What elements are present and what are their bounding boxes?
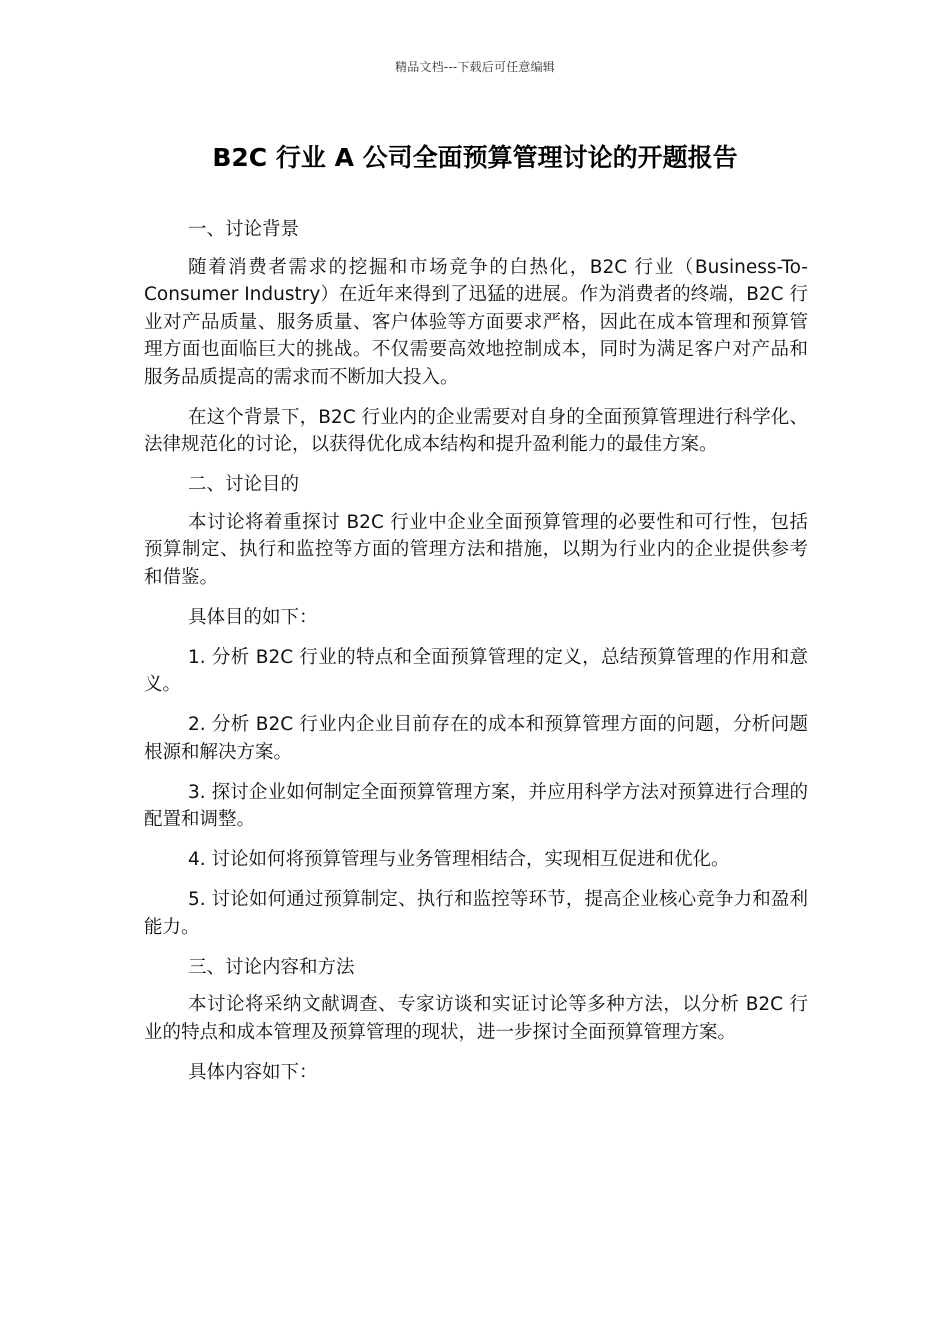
paragraph-methods-1: 本讨论将采纳文献调查、专家访谈和实证讨论等多种方法，以分析 B2C 行业的特点和成本管理及预算管理的现状，进一步探讨全面预算管理方案。: [144, 994, 808, 1043]
paragraph-background-1: 随着消费者需求的挖掘和市场竞争的白热化，B2C 行业（Business-To-Consumer Industry）在近年来得到了迅猛的进展。作为消费者的终端，B2C 行业对产品质量、服务质量、客户体验等方面要求严格，因此在成本管理和预算管理方面也面临巨大的挑战。不仅需要高效地控制成本，同时为满足客户对产品和服务品质提高的需求而不断加大投入。: [144, 256, 808, 388]
paragraph-purpose-2: 具体目的如下：: [188, 606, 318, 628]
paragraph-background-2: 在这个背景下，B2C 行业内的企业需要对自身的全面预算管理进行科学化、法律规范化的讨论，以获得优化成本结构和提升盈利能力的最佳方案。: [144, 406, 808, 455]
purpose-list-item-3: 3. 探讨企业如何制定全面预算管理方案，并应用科学方法对预算进行合理的配置和调整。: [144, 781, 808, 830]
section-heading-content-methods: 三、讨论内容和方法: [188, 956, 355, 978]
section-heading-purpose: 二、讨论目的: [188, 474, 300, 495]
paragraph-purpose-1: 本讨论将着重探讨 B2C 行业中企业全面预算管理的必要性和可行性，包括预算制定、执行和监控等方面的管理方法和措施，以期为行业内的企业提供参考和借鉴。: [144, 511, 808, 588]
purpose-list-item-4: 4. 讨论如何将预算管理与业务管理相结合，实现相互促进和优化。: [188, 849, 730, 870]
purpose-list-item-2: 2. 分析 B2C 行业内企业目前存在的成本和预算管理方面的问题，分析问题根源和解决方案。: [144, 714, 808, 763]
document-body: [144, 216, 808, 1099]
purpose-list-item-5: 5. 讨论如何通过预算制定、执行和监控等环节，提高企业核心竞争力和盈利能力。: [144, 889, 808, 938]
document-title: B2C 行业 A 公司全面预算管理讨论的开题报告: [212, 143, 738, 172]
section-heading-background: 一、讨论背景: [188, 219, 300, 240]
paragraph-methods-2: 具体内容如下：: [188, 1061, 318, 1083]
page-header: 精品文档---下载后可任意编辑: [395, 60, 555, 74]
purpose-list-item-1: 1. 分析 B2C 行业的特点和全面预算管理的定义，总结预算管理的作用和意义。: [144, 646, 808, 695]
